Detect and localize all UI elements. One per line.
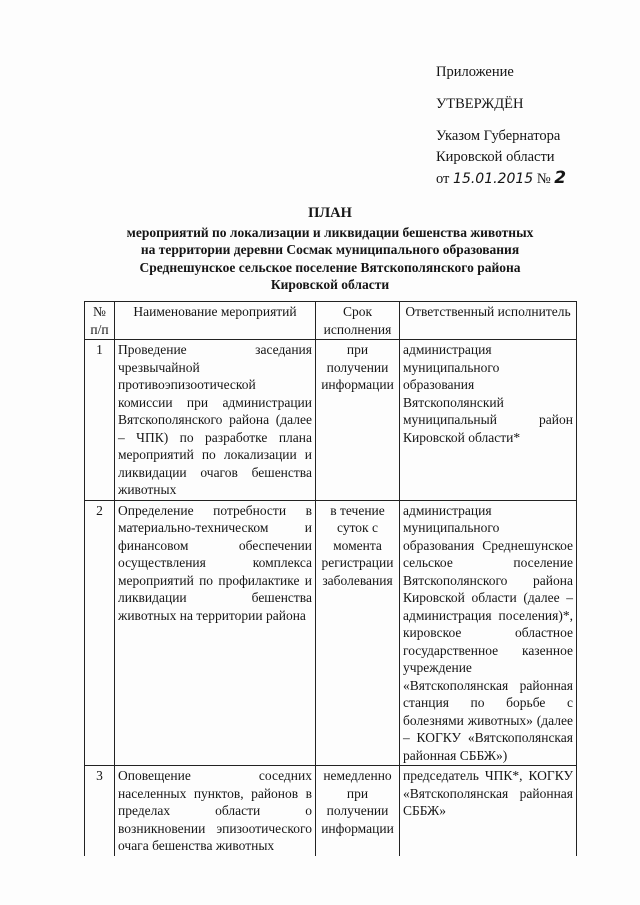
row-responsible: администрация муниципального образования Среднешунское сельское поселение Вятскополянского района Кировской области (далее – администрация поселения)*, кировское областное государственное казенное учреждение «Вятскополянская районная станция по борьбе с болезнями животных» (далее – КОГКУ «Вятскополянская районная СББЖ») <box>400 500 577 766</box>
row-num: 2 <box>85 500 115 766</box>
row-num: 3 <box>85 766 115 856</box>
region-line: Кировской области <box>436 149 555 165</box>
table-row <box>85 766 577 856</box>
date-prefix: от <box>436 171 450 187</box>
table-row <box>85 500 577 766</box>
handwritten-date: 15.01.2015 <box>453 171 534 187</box>
decree-line: Указом Губернатора <box>436 128 561 144</box>
handwritten-number: 2 <box>554 168 567 188</box>
title-line-4: Кировской области <box>270 277 390 292</box>
title-line-1: мероприятий по локализации и ликвидации бешенства животных <box>126 224 534 240</box>
number-sign: № <box>536 171 551 187</box>
header-term: Срок исполнения <box>316 302 400 340</box>
row-responsible: председатель ЧПК*, КОГКУ «Вятскополянская районная СББЖ» <box>400 766 577 856</box>
document-title <box>60 205 600 294</box>
plan-table <box>84 301 577 856</box>
date-number-line <box>436 168 566 190</box>
title-line-3: Среднешунское сельское поселение Вятскополянского района <box>139 259 521 275</box>
row-num: 1 <box>85 340 115 501</box>
row-name: Оповещение соседних населенных пунктов, районов в пределах области о возникновении эпизоотического очага бешенства животных <box>115 766 316 856</box>
approval-block <box>436 62 566 190</box>
row-term: немедленно при получении информации <box>316 766 400 856</box>
table-row <box>85 340 577 501</box>
row-name: Определение потребности в материально-техническом и финансовом обеспечении осуществления комплекса мероприятий по профилактике и ликвидации бешенства животных на территории района <box>115 500 316 766</box>
row-name: Проведение заседания чрезвычайной противоэпизоотической комиссии при администрации Вятскополянского района (далее – ЧПК) по разработке плана мероприятий по локализации и ликвидации очагов бешенства животных <box>115 340 316 501</box>
row-responsible: администрация муниципального образования Вятскополянский муниципальный район Кировской области* <box>400 340 577 501</box>
header-name: Наименование мероприятий <box>115 302 316 340</box>
appendix-label: Приложение <box>436 64 514 80</box>
title-heading: ПЛАН <box>308 205 352 221</box>
header-responsible: Ответственный исполнитель <box>400 302 577 340</box>
title-line-2: на территории деревни Сосмак муниципального образования <box>140 242 520 257</box>
table-header-row <box>85 302 577 340</box>
header-num: № п/п <box>85 302 115 340</box>
row-term: в течение суток с момента регистрации заболевания <box>316 500 400 766</box>
approved-label: УТВЕРЖДЁН <box>436 96 524 112</box>
row-term: при получении информации <box>316 340 400 501</box>
